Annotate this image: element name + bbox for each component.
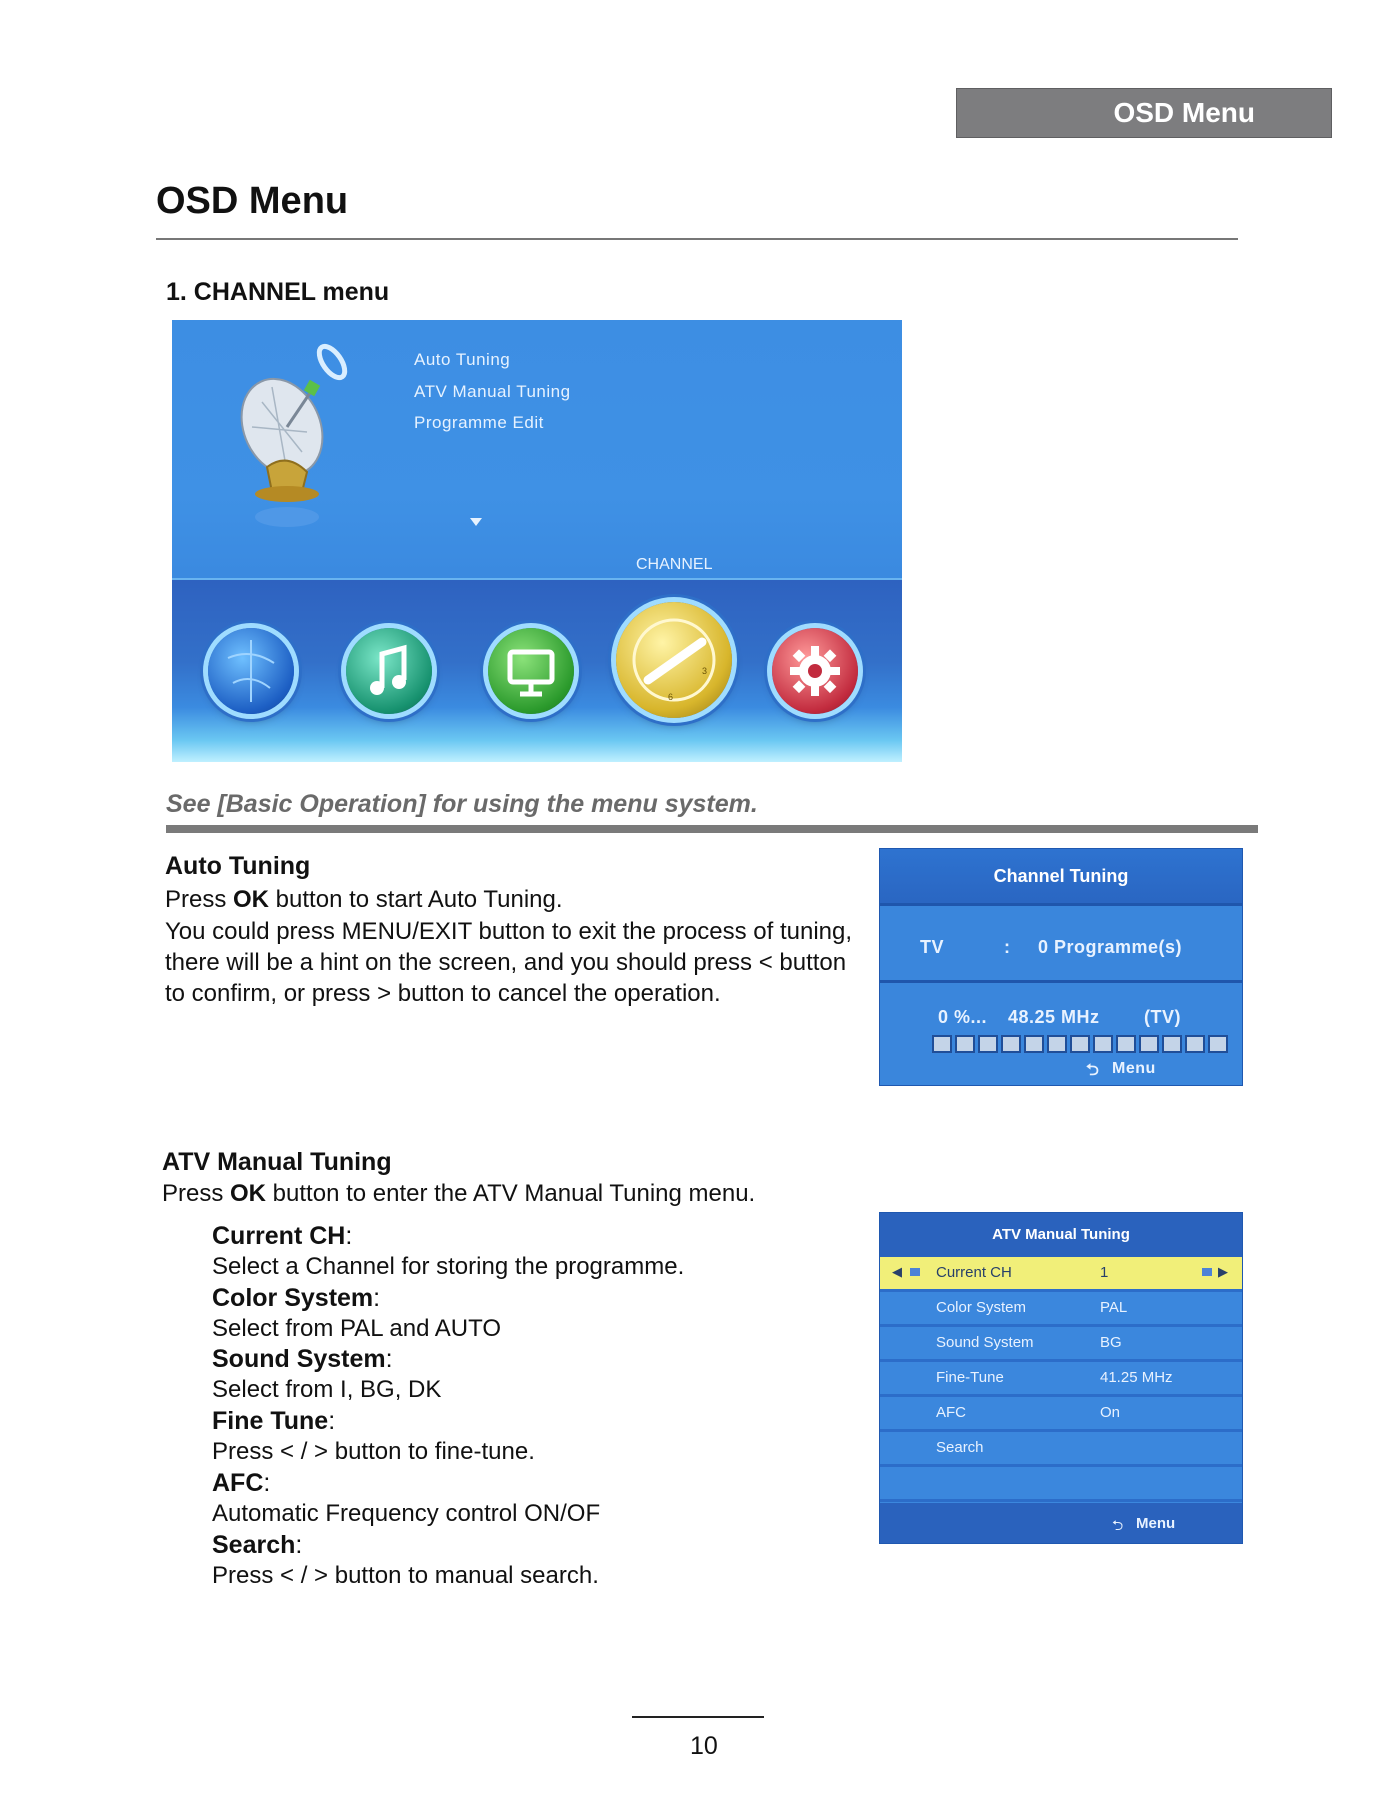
- atv-box-title: ATV Manual Tuning: [880, 1213, 1242, 1257]
- atv-row-sound-system[interactable]: [880, 1327, 1242, 1362]
- note-divider: [166, 825, 1258, 833]
- atv-row-fine-tune[interactable]: [880, 1362, 1242, 1397]
- tuning-mode: (TV): [1144, 1007, 1181, 1027]
- current-menu-label: CHANNEL: [636, 556, 713, 573]
- row-label: AFC: [936, 1404, 966, 1421]
- definition-desc: Press < / > button to fine-tune.: [212, 1438, 535, 1465]
- tuning-progress-bar: [932, 1035, 1228, 1053]
- row-label: Sound System: [936, 1334, 1034, 1351]
- progress-segment: [932, 1035, 952, 1053]
- divider: [880, 903, 1242, 906]
- progress-segment: [1070, 1035, 1090, 1053]
- row-value: PAL: [1100, 1299, 1128, 1316]
- footer-divider: [632, 1716, 764, 1718]
- progress-segment: [1139, 1035, 1159, 1053]
- progress-segment: [1116, 1035, 1136, 1053]
- channel-tuning-screenshot: [879, 848, 1243, 1086]
- progress-segment: [1001, 1035, 1021, 1053]
- progress-segment: [1162, 1035, 1182, 1053]
- menu-label[interactable]: Menu: [1136, 1515, 1176, 1532]
- music-icon[interactable]: [346, 628, 432, 714]
- menu-item-auto-tuning[interactable]: Auto Tuning: [414, 350, 511, 369]
- arrow-right-icon[interactable]: ▶: [1218, 1264, 1228, 1279]
- definition-desc: Select from I, BG, DK: [212, 1376, 442, 1403]
- arrow-left-icon[interactable]: ◀: [892, 1264, 902, 1279]
- atv-box-footer: [880, 1503, 1242, 1543]
- divider: [880, 980, 1242, 983]
- row-label: Current CH: [936, 1264, 1012, 1281]
- gear-icon[interactable]: [772, 628, 858, 714]
- channel-tuning-title: Channel Tuning: [880, 849, 1242, 903]
- scroll-down-icon[interactable]: [470, 518, 482, 526]
- row-label: Color System: [936, 1299, 1027, 1316]
- progress-segment: [1093, 1035, 1113, 1053]
- return-icon[interactable]: ⮌: [1112, 1517, 1124, 1533]
- progress-segment: [1208, 1035, 1228, 1053]
- atv-row-color-system[interactable]: [880, 1292, 1242, 1327]
- definition-term: Sound System:: [212, 1345, 393, 1373]
- definition-desc: Select a Channel for storing the programme.: [212, 1253, 685, 1280]
- menu-label[interactable]: Menu: [1112, 1060, 1156, 1077]
- satellite-dish-icon: [232, 342, 352, 542]
- svg-text:3: 3: [702, 666, 708, 676]
- svg-text:6: 6: [668, 692, 674, 702]
- frequency-value: 48.25 MHz: [1008, 1007, 1100, 1027]
- row-value: 1: [1100, 1264, 1109, 1281]
- auto-tuning-instruction: Press OK button to start Auto Tuning.: [165, 886, 563, 913]
- globe-icon[interactable]: [208, 628, 294, 714]
- definition-term: Current CH:: [212, 1222, 353, 1250]
- atv-manual-intro: Press OK button to enter the ATV Manual Tuning menu.: [162, 1180, 756, 1207]
- definition-term: Search:: [212, 1531, 303, 1559]
- channel-dial-icon[interactable]: [616, 602, 732, 718]
- row-value: BG: [1100, 1334, 1122, 1351]
- header-tab: OSD Menu: [956, 88, 1332, 138]
- atv-row-afc[interactable]: [880, 1397, 1242, 1432]
- key-icon: [910, 1268, 920, 1276]
- menu-item-atv-manual-tuning[interactable]: ATV Manual Tuning: [414, 382, 571, 401]
- monitor-icon[interactable]: [488, 628, 574, 714]
- title-divider: [156, 238, 1238, 240]
- auto-tuning-heading: Auto Tuning: [165, 852, 311, 880]
- return-icon[interactable]: ⮌: [1086, 1062, 1100, 1079]
- source-label: TV: [920, 937, 945, 957]
- see-note: See [Basic Operation] for using the menu system.: [166, 790, 758, 818]
- separator: :: [1004, 937, 1011, 957]
- progress-segment: [1047, 1035, 1067, 1053]
- definition-term: AFC:: [212, 1469, 271, 1497]
- definition-desc: Press < / > button to manual search.: [212, 1562, 599, 1589]
- page-title: OSD Menu: [156, 180, 349, 222]
- definition-term: Color System:: [212, 1284, 381, 1312]
- progress-percent-text: 0 %...: [938, 1007, 988, 1027]
- atv-row-current-ch[interactable]: [880, 1257, 1242, 1292]
- key-icon: [1202, 1268, 1212, 1276]
- section-heading: 1. CHANNEL menu: [166, 278, 390, 306]
- atv-manual-heading: ATV Manual Tuning: [162, 1148, 392, 1176]
- definition-desc: Automatic Frequency control ON/OF: [212, 1500, 601, 1527]
- progress-segment: [955, 1035, 975, 1053]
- row-value: 41.25 MHz: [1100, 1369, 1173, 1386]
- definition-desc: Select from PAL and AUTO: [212, 1315, 502, 1342]
- progress-segment: [1024, 1035, 1044, 1053]
- row-label: Fine-Tune: [936, 1369, 1004, 1386]
- progress-segment: [978, 1035, 998, 1053]
- page-number: 10: [690, 1732, 718, 1760]
- atv-row-empty: [880, 1467, 1242, 1502]
- row-label: Search: [936, 1439, 984, 1456]
- menu-item-programme-edit[interactable]: Programme Edit: [414, 413, 544, 432]
- programme-count: 0 Programme(s): [1038, 937, 1183, 957]
- auto-tuning-paragraph: You could press MENU/EXIT button to exit the process of tuning, there will be a hint on the screen, and you should press < button to confirm, or press > button to cancel the operation.: [165, 918, 853, 1007]
- channel-menu-screenshot: [172, 320, 902, 762]
- atv-manual-tuning-screenshot: [879, 1212, 1243, 1544]
- definition-term: Fine Tune:: [212, 1407, 336, 1435]
- progress-segment: [1185, 1035, 1205, 1053]
- atv-row-search[interactable]: [880, 1432, 1242, 1467]
- row-value: On: [1100, 1404, 1121, 1421]
